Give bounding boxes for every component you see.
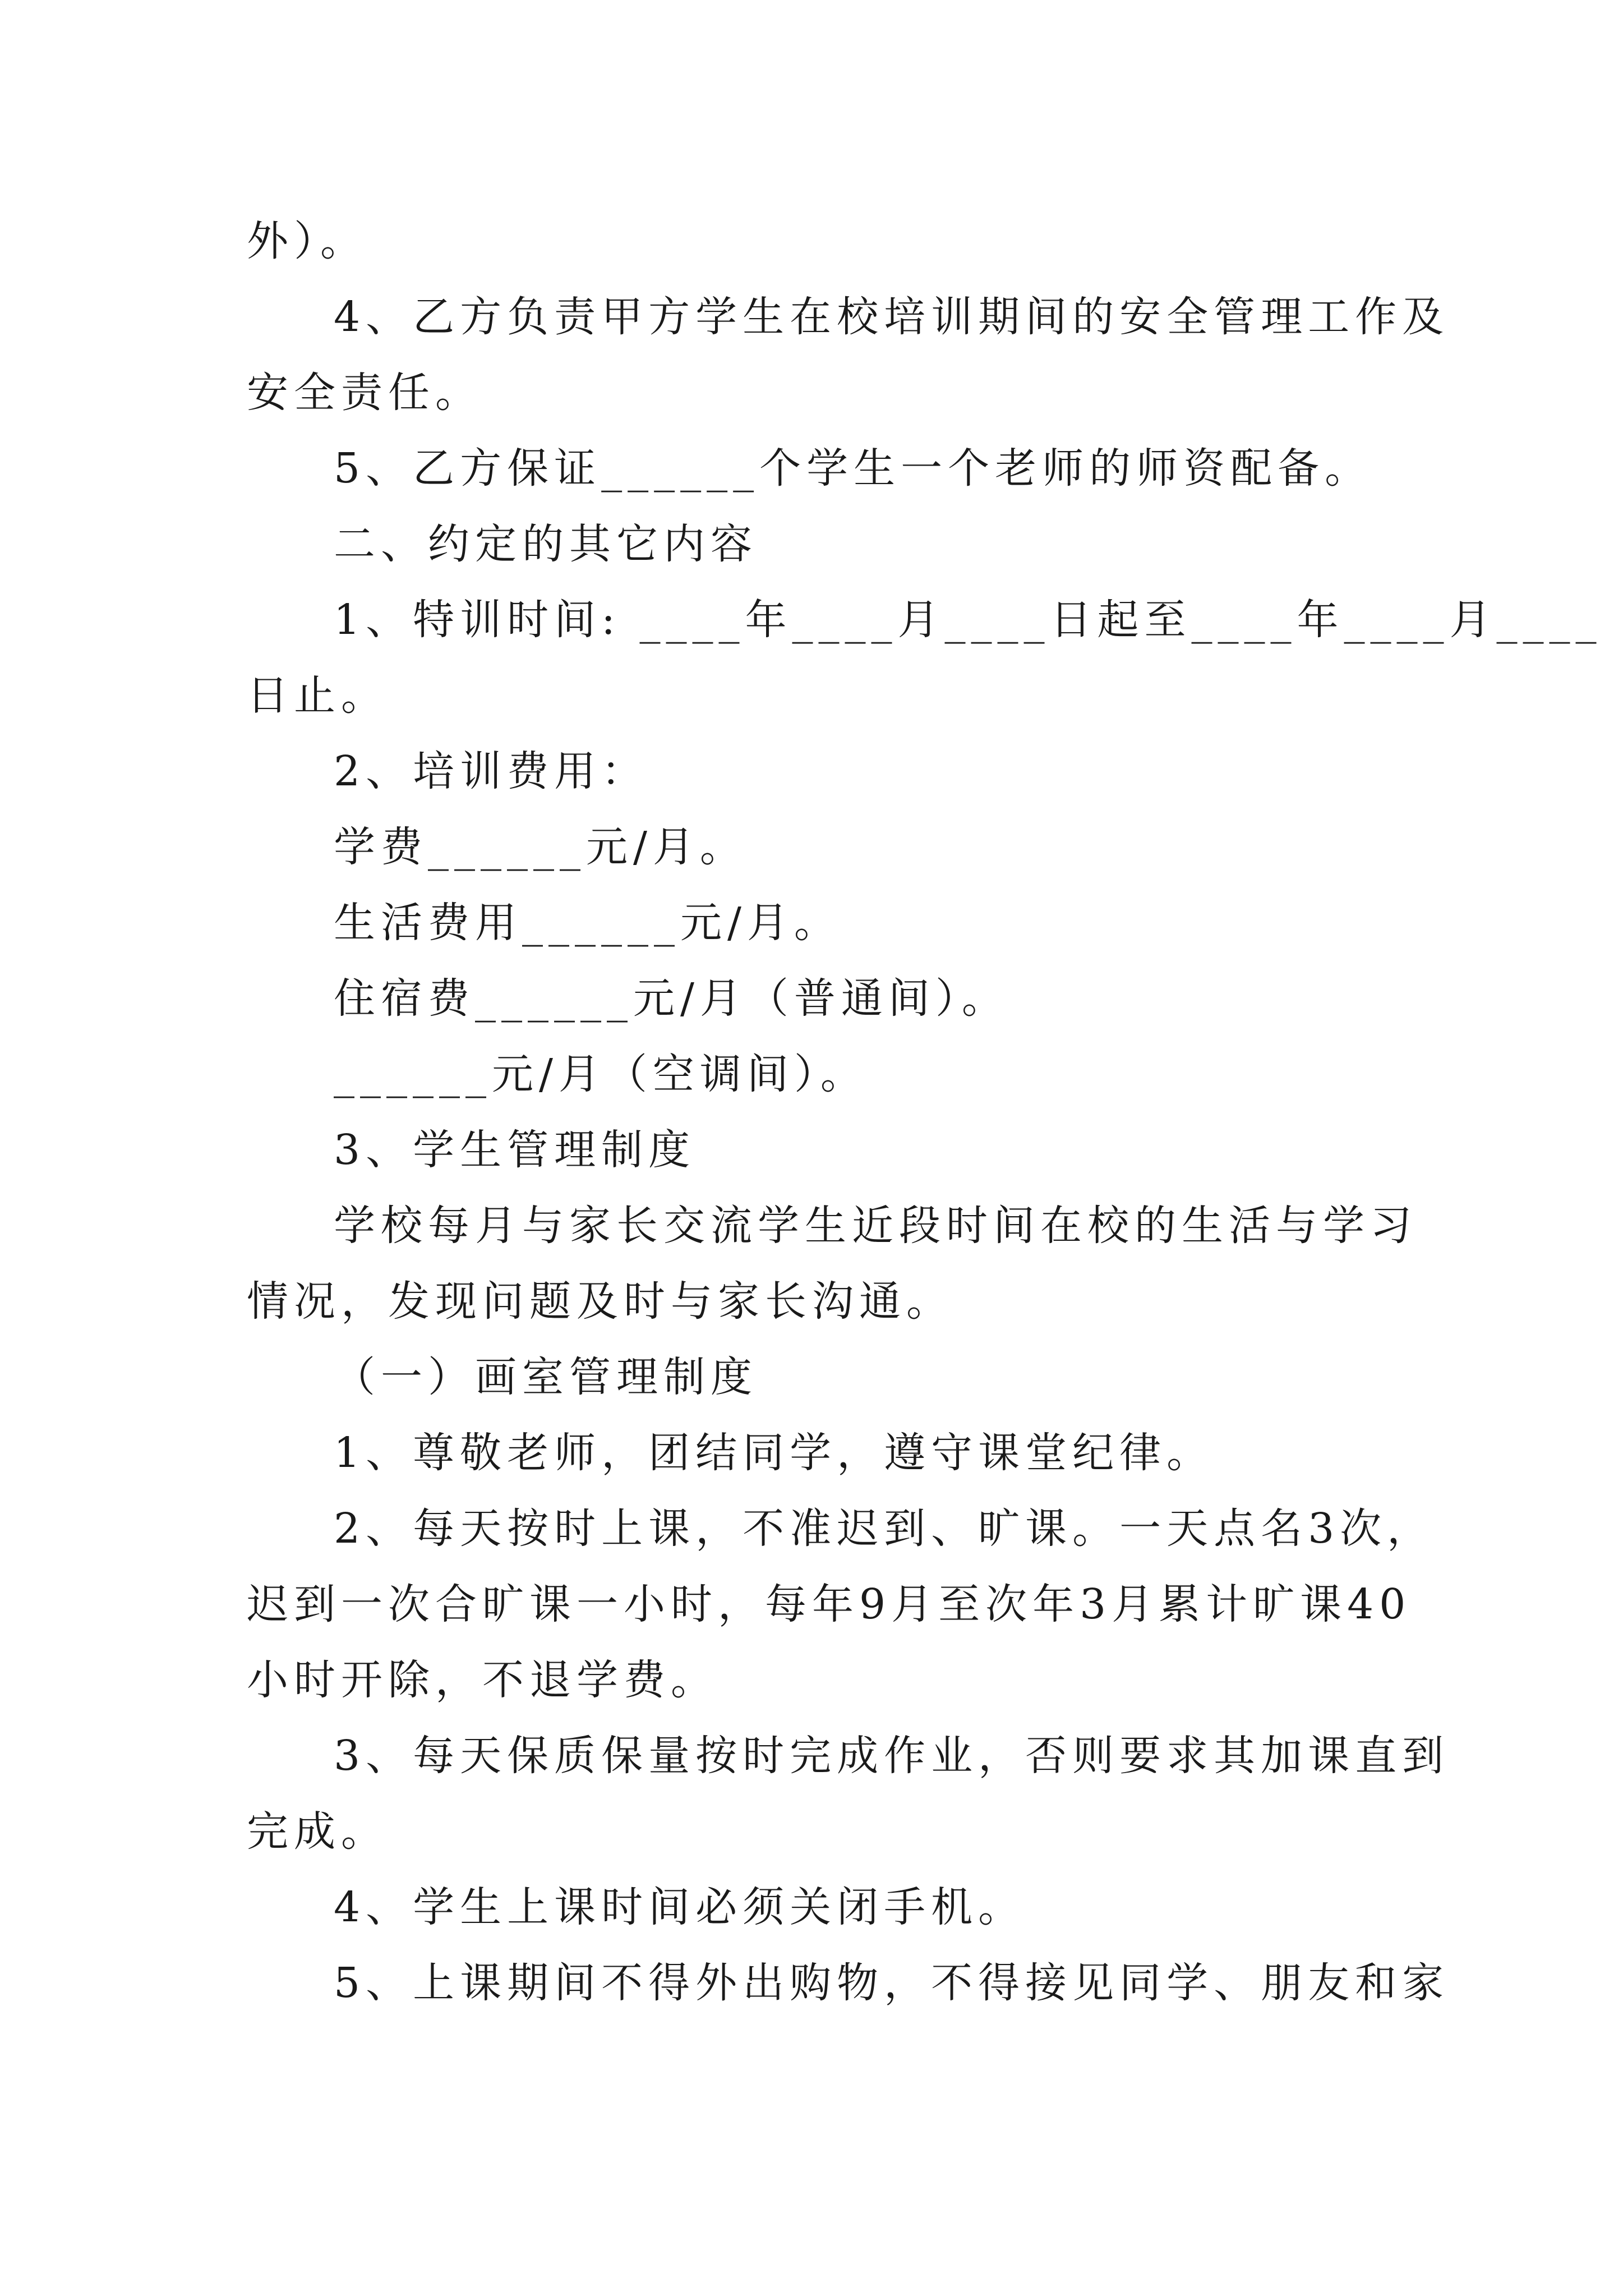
text-line — [0, 665, 1623, 726]
line-text: ______元/月（空调间）。 — [334, 1050, 868, 1098]
text-line — [0, 362, 1623, 424]
text-line — [0, 1573, 1623, 1635]
line-text: 住宿费______元/月（普通间）。 — [334, 974, 1009, 1023]
line-text: 生活费用______元/月。 — [334, 899, 841, 947]
text-line — [0, 210, 1623, 272]
text-line — [0, 513, 1623, 575]
line-text: 外）。 — [247, 217, 367, 265]
line-text: 迟到一次合旷课一小时，每年9月至次年3月累计旷课40 — [247, 1580, 1412, 1628]
line-text: 学费______元/月。 — [334, 823, 747, 871]
text-line — [0, 438, 1623, 499]
line-text: 3、每天保质保量按时完成作业，否则要求其加课直到 — [334, 1732, 1450, 1780]
text-line — [0, 589, 1623, 651]
line-text: 4、学生上课时间必须关闭手机。 — [334, 1883, 1026, 1931]
line-text: 情况，发现问题及时与家长沟通。 — [247, 1277, 953, 1326]
line-text: 1、尊敬老师，团结同学，遵守课堂纪律。 — [334, 1429, 1214, 1477]
text-line — [0, 1876, 1623, 1938]
line-text: 日止。 — [247, 671, 388, 720]
line-text: 5、上课期间不得外出购物，不得接见同学、朋友和家 — [334, 1959, 1450, 2007]
line-text: 小时开除，不退学费。 — [247, 1656, 718, 1704]
line-text: 5、乙方保证______个学生一个老师的师资配备。 — [334, 444, 1372, 493]
text-line — [0, 1346, 1623, 1408]
text-line — [0, 1801, 1623, 1862]
text-line — [0, 1422, 1623, 1484]
text-line — [0, 1952, 1623, 2014]
line-text: 2、每天按时上课，不准迟到、旷课。一天点名3次， — [334, 1504, 1435, 1553]
text-line — [0, 816, 1623, 878]
text-line — [0, 740, 1623, 802]
text-line — [0, 1043, 1623, 1105]
text-line — [0, 1649, 1623, 1711]
line-text: 1、特训时间: ____年____月____日起至____年____月____ — [334, 596, 1602, 644]
line-text: 完成。 — [247, 1807, 388, 1856]
text-line — [0, 892, 1623, 954]
text-line — [0, 1195, 1623, 1257]
line-text: 二、约定的其它内容 — [334, 520, 758, 568]
line-text: 4、乙方负责甲方学生在校培训期间的安全管理工作及 — [334, 293, 1450, 341]
text-line — [0, 1119, 1623, 1181]
text-line — [0, 1271, 1623, 1332]
line-text: 学校每月与家长交流学生近段时间在校的生活与学习 — [334, 1202, 1417, 1250]
line-text: 安全责任。 — [247, 369, 482, 417]
line-text: 2、培训费用： — [334, 747, 649, 795]
line-text: （一）画室管理制度 — [334, 1353, 758, 1401]
text-line — [0, 968, 1623, 1029]
text-line — [0, 1725, 1623, 1787]
line-text: 3、学生管理制度 — [334, 1126, 696, 1174]
text-line — [0, 1498, 1623, 1559]
text-line — [0, 286, 1623, 348]
